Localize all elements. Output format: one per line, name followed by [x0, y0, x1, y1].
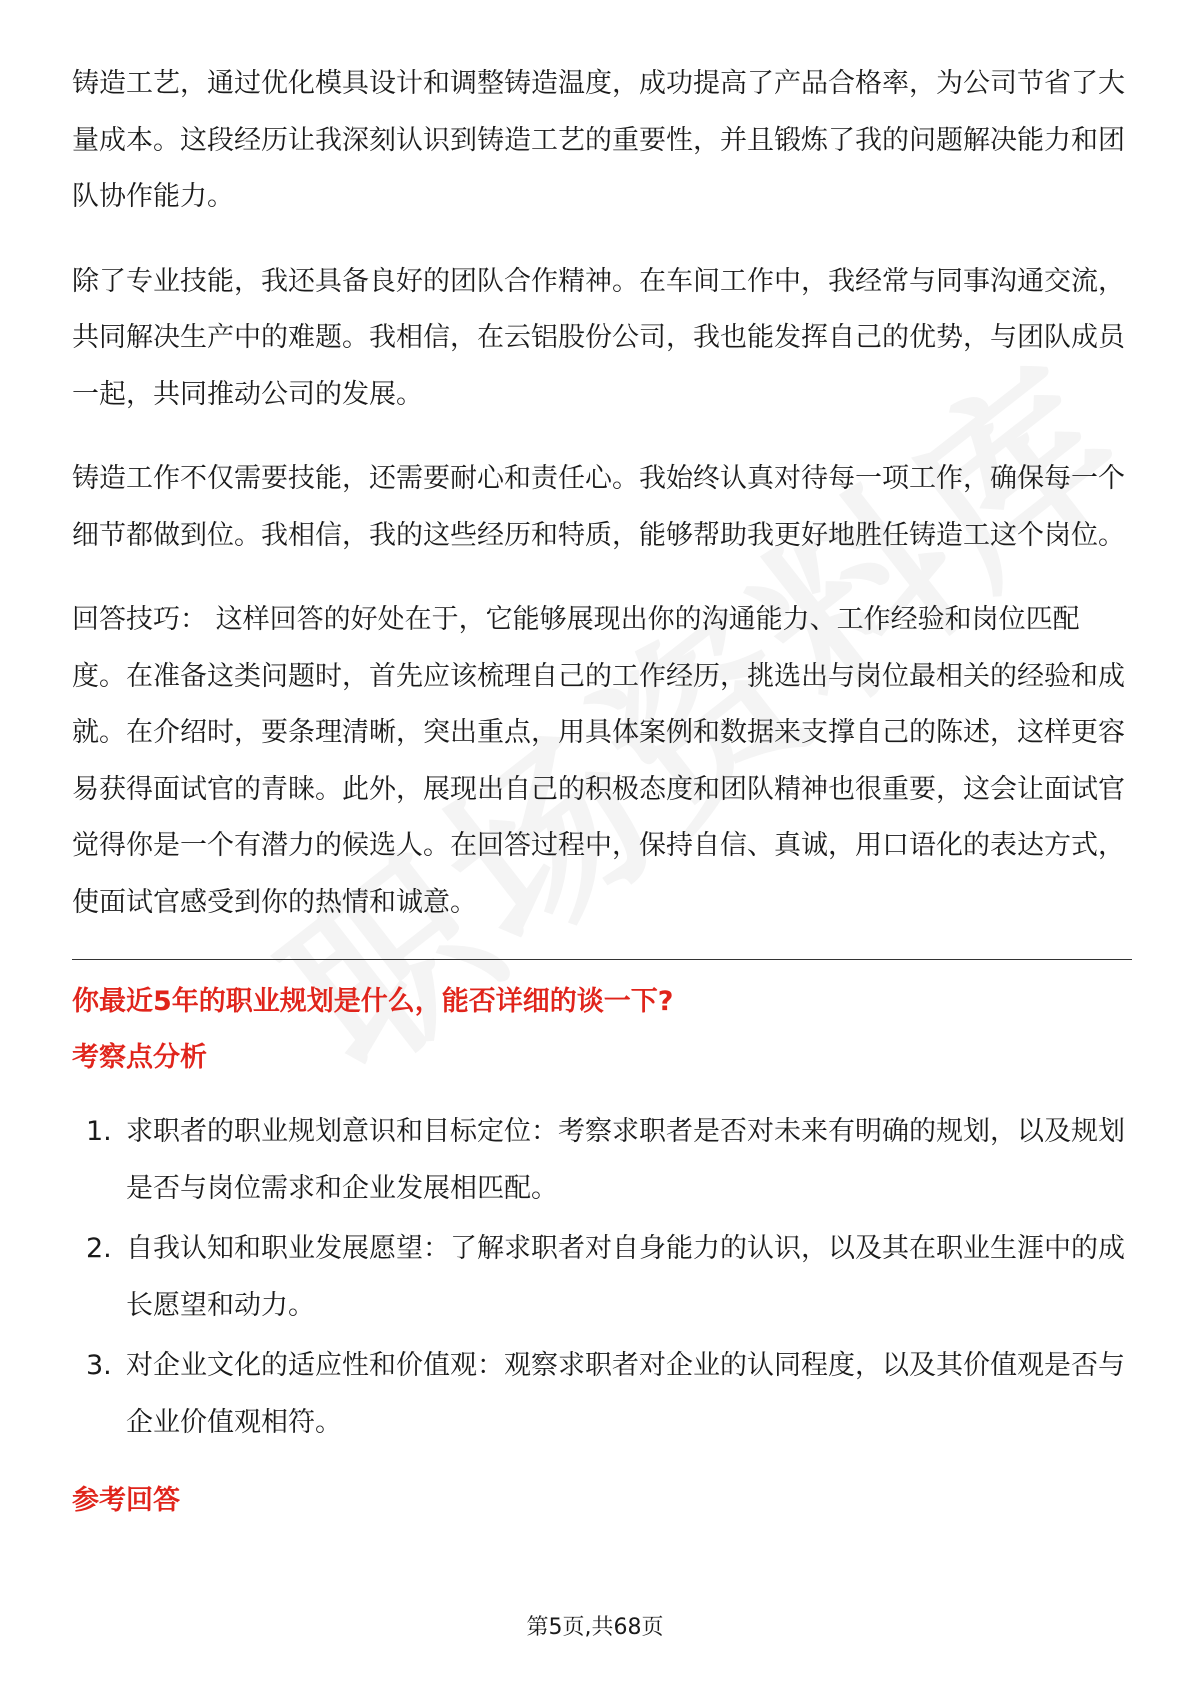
paragraph: 铸造工艺，通过优化模具设计和调整铸造温度，成功提高了产品合格率，为公司节省了大量成本。这段经历让我深刻认识到铸造工艺的重要性，并且锻炼了我的问题解决能力和团队协作能力。 — [72, 68, 1125, 212]
reference-answer-heading: 参考回答 — [72, 1485, 180, 1516]
question-heading: 你最近5年的职业规划是什么，能否详细的谈一下? — [72, 986, 674, 1017]
list-item — [72, 1338, 1132, 1451]
list-number: 2. — [86, 1233, 112, 1264]
list-item — [72, 1221, 1132, 1334]
document-body — [72, 56, 1132, 1547]
page-footer: 第5页,共68页 — [526, 1615, 664, 1640]
list-item-text: 自我认知和职业发展愿望：了解求职者对自身能力的认识，以及其在职业生涯中的成长愿望和动力。 — [126, 1233, 1125, 1321]
analysis-list — [72, 1104, 1132, 1451]
list-item-text: 对企业文化的适应性和价值观：观察求职者对企业的认同程度，以及其价值观是否与企业价值观相符。 — [126, 1350, 1125, 1438]
paragraph: 除了专业技能，我还具备良好的团队合作精神。在车间工作中，我经常与同事沟通交流，共同解决生产中的难题。我相信，在云铝股份公司，我也能发挥自己的优势，与团队成员一起，共同推动公司的发展。 — [72, 265, 1125, 410]
list-item-text: 求职者的职业规划意识和目标定位：考察求职者是否对未来有明确的规划，以及规划是否与岗位需求和企业发展相匹配。 — [126, 1116, 1125, 1204]
answer-tips-paragraph: 回答技巧： 这样回答的好处在于，它能够展现出你的沟通能力、工作经验和岗位匹配度。在准备这类问题时，首先应该梳理自己的工作经历，挑选出与岗位最相关的经验和成就。在介绍时，要条理清晰，突出重点，用具体案例和数据来支撑自己的陈述，这样更容易获得面试官的青睐。此外，展现出自己的积极态度和团队精神也很重要，这会让面试官觉得你是一个有潜力的候选人。在回答过程中，保持自信、真诚，用口语化的表达方式，使面试官感受到你的热情和诚意。 — [72, 604, 1125, 918]
list-number: 1. — [86, 1116, 112, 1147]
list-number: 3. — [86, 1350, 112, 1381]
list-item — [72, 1104, 1132, 1217]
section-divider — [72, 959, 1132, 960]
paragraph: 铸造工作不仅需要技能，还需要耐心和责任心。我始终认真对待每一项工作，确保每一个细节都做到位。我相信，我的这些经历和特质，能够帮助我更好地胜任铸造工这个岗位。 — [72, 463, 1125, 551]
analysis-heading: 考察点分析 — [72, 1042, 207, 1073]
